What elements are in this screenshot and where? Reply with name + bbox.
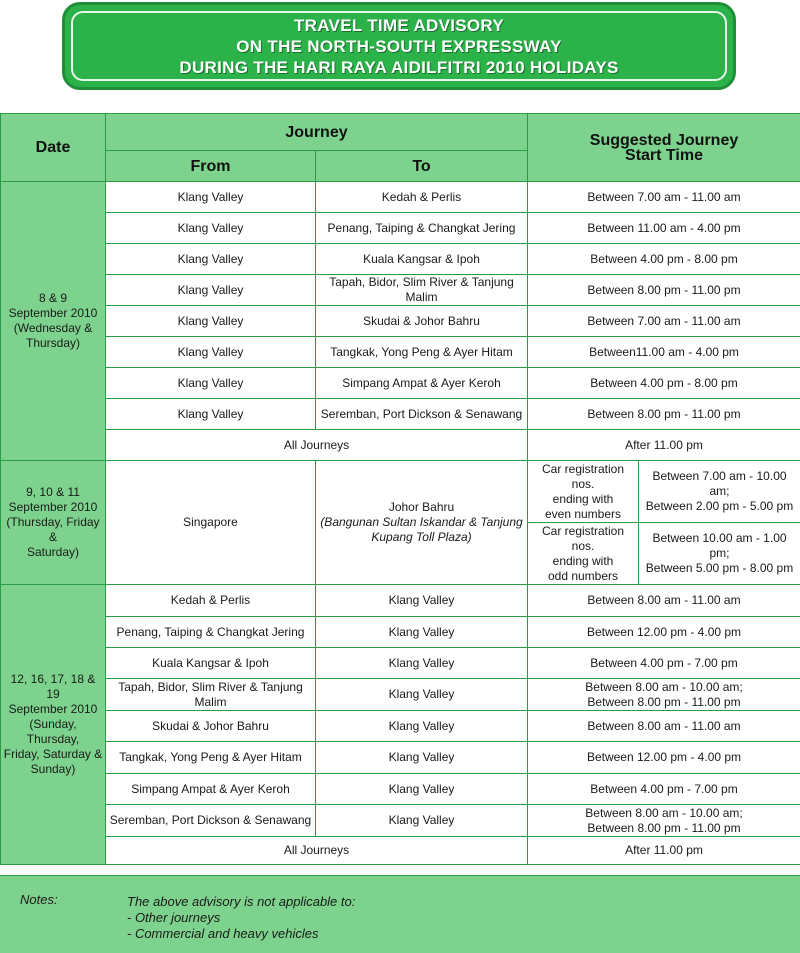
time-cell: Between 7.00 am - 11.00 am [528,306,800,337]
time-cell: Between 11.00 am - 4.00 pm [528,213,800,244]
start-time-header-line-1: Suggested Journey [590,132,738,149]
date-cell-group-1 [1,182,106,461]
table-row [1,368,800,399]
table-row [1,461,800,523]
time-line: Between 2.00 pm - 5.00 pm [646,499,793,513]
time-cell [528,679,800,711]
table-row [1,306,800,337]
all-journeys-cell: All Journeys [106,430,528,461]
table-row [1,648,800,679]
to-cell: Seremban, Port Dickson & Senawang [316,399,528,430]
time-cell: Between 8.00 am - 11.00 am [528,585,800,617]
from-cell: Klang Valley [106,337,316,368]
time-line: Between 8.00 pm - 11.00 pm [587,695,740,709]
title-banner [62,2,736,90]
time-cell: Between 4.00 pm - 8.00 pm [528,368,800,399]
notes-item: - Other journeys [127,910,355,926]
time-cell: Between 12.00 pm - 4.00 pm [528,617,800,648]
time-cell: After 11.00 pm [528,430,800,461]
to-cell: Klang Valley [316,774,528,805]
to-destination: Johor Bahru [389,500,454,514]
date-cell-group-3 [1,585,106,865]
to-cell: Klang Valley [316,679,528,711]
date-line: Friday, Saturday & [4,747,102,761]
time-cell: Between 8.00 am - 11.00 am [528,711,800,742]
from-cell: Klang Valley [106,182,316,213]
notes-section [0,875,800,953]
from-cell: Klang Valley [106,213,316,244]
title-line-1: TRAVEL TIME ADVISORY [294,15,504,36]
even-plate-label [528,461,639,523]
date-header: Date [1,114,106,182]
time-cell: Between 7.00 am - 11.00 am [528,182,800,213]
time-cell: Between 4.00 pm - 7.00 pm [528,648,800,679]
time-line: Between 10.00 am - 1.00 pm; [652,531,786,560]
to-cell: Klang Valley [316,585,528,617]
time-cell: Between 4.00 pm - 8.00 pm [528,244,800,275]
header-row-1 [1,114,800,151]
label-line: even numbers [545,507,621,521]
from-cell: Klang Valley [106,368,316,399]
time-cell: After 11.00 pm [528,837,800,865]
date-line: Saturday) [27,545,79,559]
table-row [1,774,800,805]
table-row [1,213,800,244]
from-cell: Kuala Kangsar & Ipoh [106,648,316,679]
title-line-2: ON THE NORTH-SOUTH EXPRESSWAY [236,36,561,57]
notes-body [127,894,355,942]
time-line: Between 7.00 am - 10.00 am; [652,469,786,498]
notes-item: - Commercial and heavy vehicles [127,926,355,942]
table-row [1,244,800,275]
to-cell: Klang Valley [316,805,528,837]
time-cell: Between 12.00 pm - 4.00 pm [528,742,800,774]
to-cell: Kedah & Perlis [316,182,528,213]
time-line: Between 5.00 pm - 8.00 pm [646,561,793,575]
from-cell: Kedah & Perlis [106,585,316,617]
time-cell: Between 8.00 pm - 11.00 pm [528,399,800,430]
notes-intro: The above advisory is not applicable to: [127,894,355,910]
to-cell: Kuala Kangsar & Ipoh [316,244,528,275]
notes-label: Notes: [20,892,58,908]
label-line: ending with [553,492,614,506]
date-cell-group-2 [1,461,106,585]
start-time-header-line-2: Start Time [625,147,703,164]
from-cell: Singapore [106,461,316,585]
date-line: September 2010 [9,306,98,320]
from-cell: Tangkak, Yong Peng & Ayer Hitam [106,742,316,774]
date-line: (Thursday, Friday & [6,515,99,544]
time-cell: Between11.00 am - 4.00 pm [528,337,800,368]
to-cell: Tapah, Bidor, Slim River & Tanjung Malim [316,275,528,306]
table-row [1,711,800,742]
table-row [1,585,800,617]
from-cell: Penang, Taiping & Changkat Jering [106,617,316,648]
time-line: Between 8.00 am - 10.00 am; [585,680,742,694]
to-note-line: (Bangunan Sultan Iskandar & Tanjung [320,515,522,529]
from-header: From [106,151,316,182]
title-banner-inner [71,11,727,81]
from-cell: Klang Valley [106,275,316,306]
odd-plate-times [639,523,800,585]
table-row [1,742,800,774]
time-cell: Between 4.00 pm - 7.00 pm [528,774,800,805]
date-line: (Wednesday & [14,321,93,335]
odd-plate-label [528,523,639,585]
table-row [1,399,800,430]
date-line: September 2010 [9,702,98,716]
date-line: 9, 10 & 11 [26,485,80,499]
to-cell: Skudai & Johor Bahru [316,306,528,337]
advisory-table [0,113,800,865]
from-cell: Klang Valley [106,399,316,430]
from-cell: Tapah, Bidor, Slim River & Tanjung Malim [106,679,316,711]
time-line: Between 8.00 am - 10.00 am; [585,806,742,820]
table-row [1,430,800,461]
to-note-line: Kupang Toll Plaza) [371,530,471,544]
table-row [1,679,800,711]
label-line: odd numbers [548,569,618,583]
to-cell: Klang Valley [316,617,528,648]
from-cell: Klang Valley [106,306,316,337]
time-cell [528,805,800,837]
label-line: Car registration nos. [542,462,624,491]
table-row [1,837,800,865]
date-line: 12, 16, 17, 18 & 19 [11,672,96,701]
date-line: 8 & 9 [39,291,67,305]
all-journeys-cell: All Journeys [106,837,528,865]
table-row [1,805,800,837]
table-row [1,617,800,648]
to-cell: Klang Valley [316,648,528,679]
from-cell: Seremban, Port Dickson & Senawang [106,805,316,837]
from-cell: Klang Valley [106,244,316,275]
to-cell: Penang, Taiping & Changkat Jering [316,213,528,244]
from-cell: Skudai & Johor Bahru [106,711,316,742]
from-cell: Simpang Ampat & Ayer Keroh [106,774,316,805]
table-row [1,275,800,306]
start-time-header [528,114,800,182]
date-line: Thursday) [26,336,80,350]
label-line: Car registration nos. [542,524,624,553]
date-line: (Sunday, Thursday, [27,717,79,746]
journey-header: Journey [106,114,528,151]
to-cell: Klang Valley [316,711,528,742]
to-cell: Simpang Ampat & Ayer Keroh [316,368,528,399]
table-row [1,337,800,368]
date-line: September 2010 [9,500,98,514]
to-cell: Tangkak, Yong Peng & Ayer Hitam [316,337,528,368]
to-header: To [316,151,528,182]
even-plate-times [639,461,800,523]
to-cell [316,461,528,585]
time-line: Between 8.00 pm - 11.00 pm [587,821,740,835]
title-line-3: DURING THE HARI RAYA AIDILFITRI 2010 HOLIDAYS [179,57,618,78]
to-cell: Klang Valley [316,742,528,774]
time-cell: Between 8.00 pm - 11.00 pm [528,275,800,306]
date-line: Sunday) [31,762,76,776]
table-row [1,182,800,213]
label-line: ending with [553,554,614,568]
